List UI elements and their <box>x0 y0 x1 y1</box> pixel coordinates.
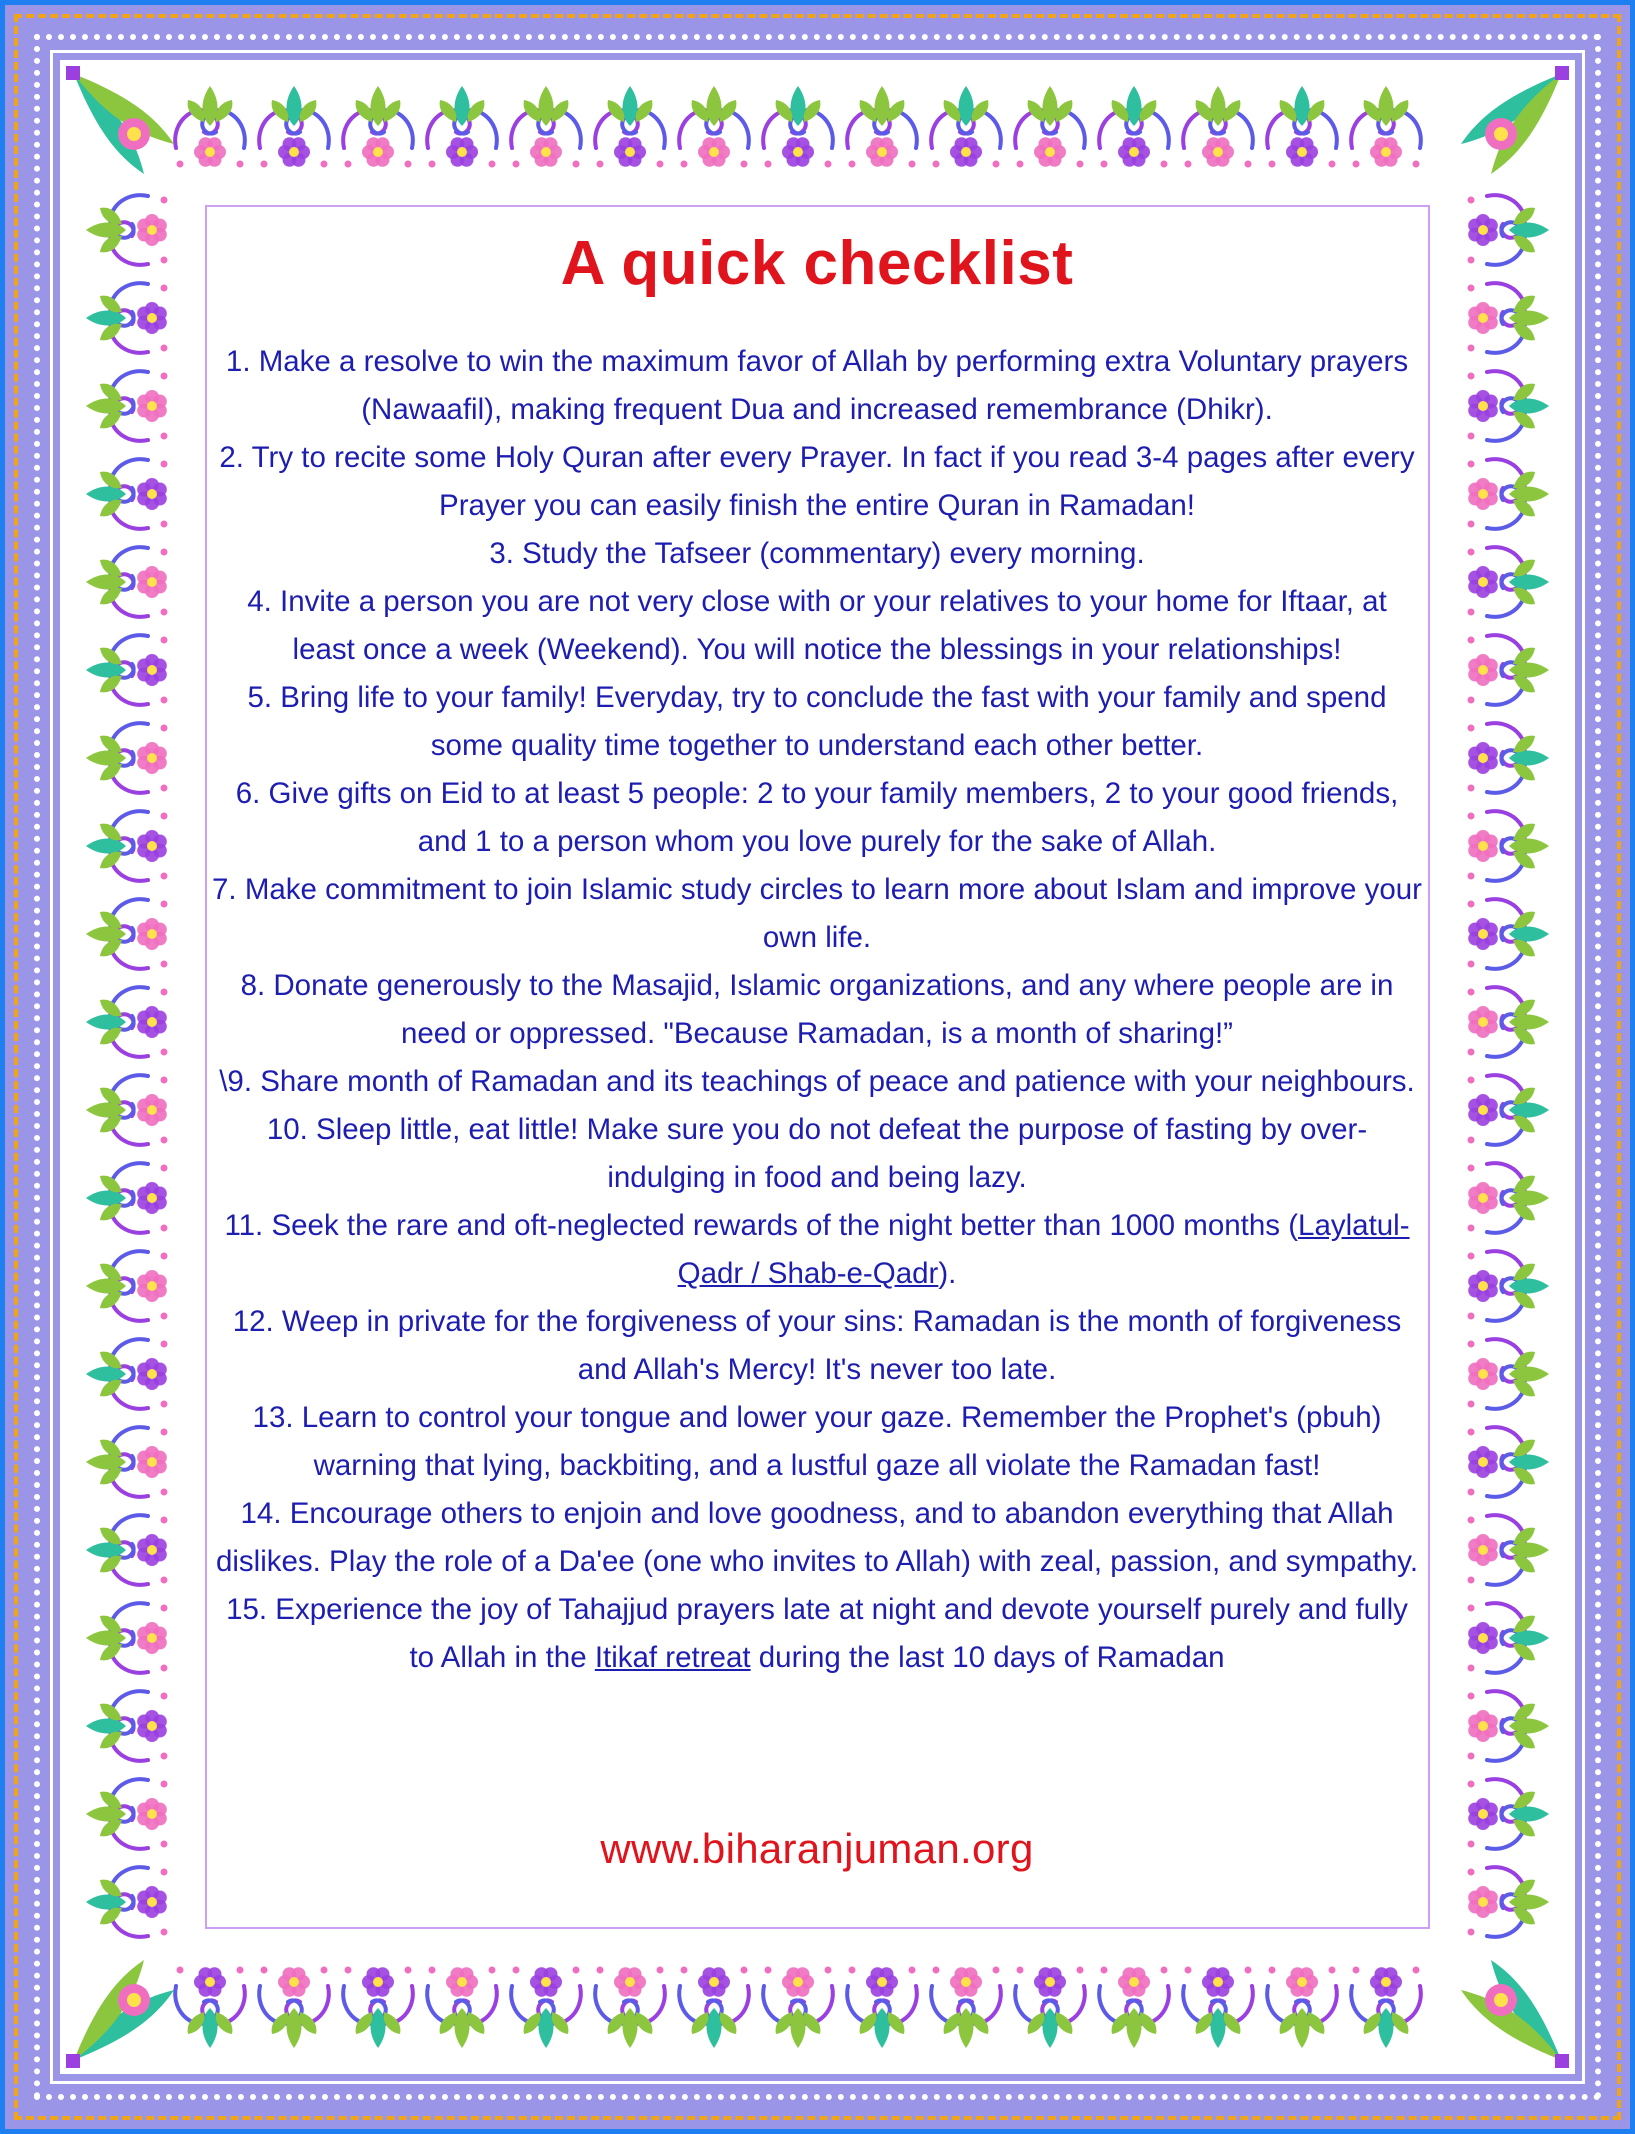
checklist <box>212 338 1422 1682</box>
list-item <box>212 530 1422 578</box>
website-url: www.biharanjuman.org <box>600 1825 1034 1872</box>
list-item-text: 6. Give gifts on Eid to at least 5 people: 2 to your family members, 2 to your good friends, and 1 to a person whom you love purely for the sake of Allah. <box>235 777 1399 858</box>
list-item <box>212 1490 1422 1586</box>
list-item-text: 5. Bring life to your family! Everyday, try to conclude the fast with your family and spend some quality time together to understand each other better. <box>247 681 1387 762</box>
list-item-text: 4. Invite a person you are not very close with or your relatives to your home for Iftaar, at least once a week (Weekend). You will notice the blessings in your relationships! <box>247 585 1387 666</box>
list-item-text: 8. Donate generously to the Masajid, Islamic organizations, and any where people are in need or oppressed. "Because Ramadan, is a month of sharing!” <box>240 969 1394 1050</box>
list-item-text: during the last 10 days of Ramadan <box>750 1641 1225 1674</box>
list-item-text: \9. Share month of Ramadan and its teachings of peace and patience with your neighbours. <box>219 1065 1415 1098</box>
list-item <box>212 770 1422 866</box>
list-item-text: 1. Make a resolve to win the maximum favor of Allah by performing extra Voluntary prayers (Nawaafil), making frequent Dua and increased remembrance (Dhikr). <box>225 345 1409 426</box>
list-item <box>212 1586 1422 1682</box>
list-item <box>212 1298 1422 1394</box>
list-item-text: 14. Encourage others to enjoin and love goodness, and to abandon everything that Allah dislikes. Play the role of a Da'ee (one who invites to Allah) with zeal, passion, and sympathy. <box>215 1497 1419 1578</box>
list-item <box>212 1394 1422 1490</box>
list-item <box>212 1202 1422 1298</box>
list-item <box>212 962 1422 1058</box>
list-item <box>212 578 1422 674</box>
list-item-text: 3. Study the Tafseer (commentary) every morning. <box>489 537 1145 570</box>
list-item-text: 12. Weep in private for the forgiveness of your sins: Ramadan is the month of forgiveness and Allah's Mercy! It's never too late. <box>232 1305 1402 1386</box>
list-item-text: 11. Seek the rare and oft-neglected rewards of the night better than 1000 months ( <box>224 1209 1299 1242</box>
list-item <box>212 338 1422 434</box>
itikaf-retreat-link[interactable]: Itikaf retreat <box>594 1641 751 1674</box>
list-item-text: 15. Experience the joy of Tahajjud prayers late at night and devote yourself purely and fully to Allah in the <box>226 1593 1408 1674</box>
list-item <box>212 434 1422 530</box>
list-item <box>212 1058 1422 1106</box>
list-item-text: ). <box>938 1257 957 1290</box>
list-item-text: 10. Sleep little, eat little! Make sure you do not defeat the purpose of fasting by over-indulging in food and being lazy. <box>266 1113 1368 1194</box>
list-item-text: 7. Make commitment to join Islamic study circles to learn more about Islam and improve your own life. <box>212 873 1422 954</box>
checklist-panel <box>212 220 1422 1920</box>
list-item <box>212 866 1422 962</box>
laylatul-qadr-link[interactable]: Laylatul-Qadr / Shab-e-Qadr <box>677 1209 1410 1290</box>
page-title: A quick checklist <box>560 229 1074 298</box>
list-item-text: 2. Try to recite some Holy Quran after every Prayer. In fact if you read 3-4 pages after every Prayer you can easily finish the entire Quran in Ramadan! <box>219 441 1415 522</box>
list-item <box>212 674 1422 770</box>
list-item <box>212 1106 1422 1202</box>
list-item-text: 13. Learn to control your tongue and lower your gaze. Remember the Prophet's (pbuh) warning that lying, backbiting, and a lustful gaze all violate the Ramadan fast! <box>252 1401 1382 1482</box>
